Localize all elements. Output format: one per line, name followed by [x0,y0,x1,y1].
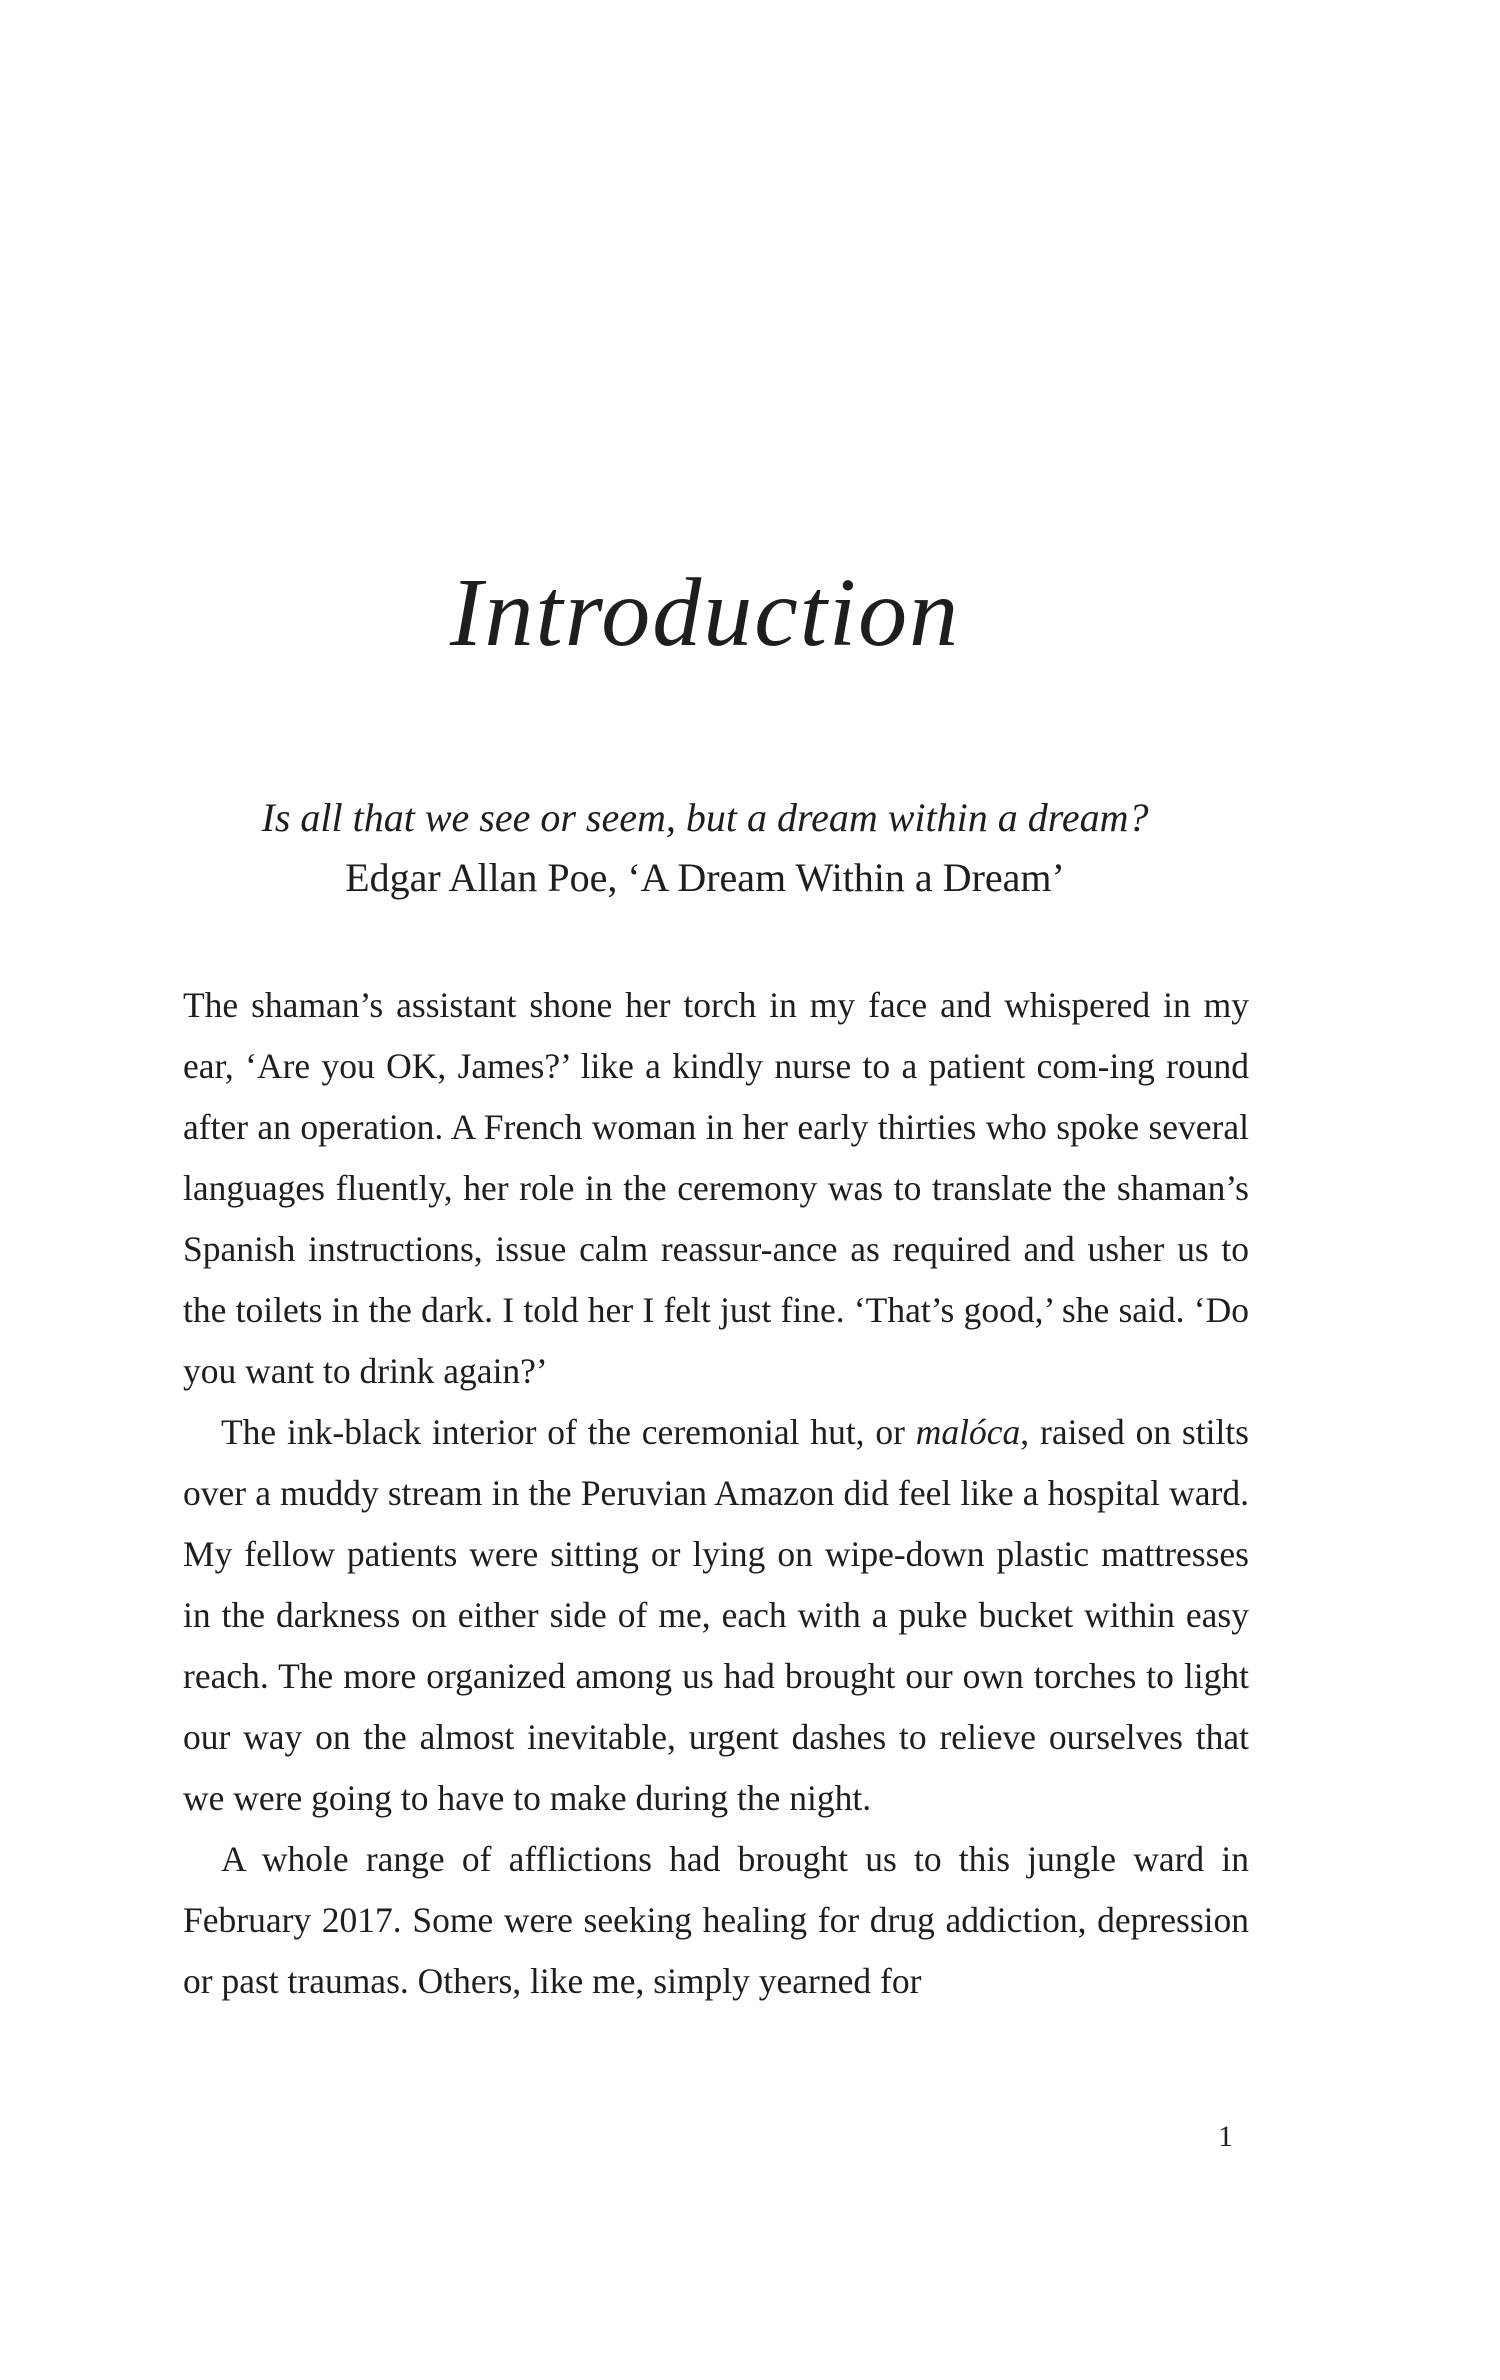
paragraph-2-end: , raised on stilts over a muddy stream in the Peruvian Amazon did feel like a hospital ward. My fellow patients were sitting or lying on wipe-down plastic mattresses in the darkness on either side of me, each with a puke bucket within easy reach. The more organized among us had brought our own torches to light our way on the almost inevitable, urgent dashes to relieve ourselves that we were going to have to make during the night. [183,1412,1249,1818]
paragraph-2 [183,1402,1249,1829]
epigraph [0,788,1410,908]
paragraph-2-italic-term: malóca [915,1412,1021,1452]
paragraph-2-start: The ink-black interior of the ceremonial hut, or [221,1412,916,1452]
paragraph-3: A whole range of afflictions had brought us to this jungle ward in February 2017. Some were seeking healing for drug addiction, depression or past traumas. Others, like me, simply yearned for [183,1839,1249,2001]
page-number: 1 [1218,2120,1233,2153]
epigraph-quote: Is all that we see or seem, but a dream within a dream? [261,795,1149,840]
body-text [183,975,1249,2012]
paragraph-1: The shaman’s assistant shone her torch in my face and whispered in my ear, ‘Are you OK, James?’ like a kindly nurse to a patient com-ing round after an operation. A French woman in her early thirties who spoke several languages fluently, her role in the ceremony was to translate the shaman’s Spanish instructions, issue calm reassur-ance as required and usher us to the toilets in the dark. I told her I felt just fine. ‘That’s good,’ she said. ‘Do you want to drink again?’ [183,985,1249,1391]
chapter-title: Introduction [449,559,961,667]
epigraph-attribution: Edgar Allan Poe, ‘A Dream Within a Dream’ [345,855,1065,900]
